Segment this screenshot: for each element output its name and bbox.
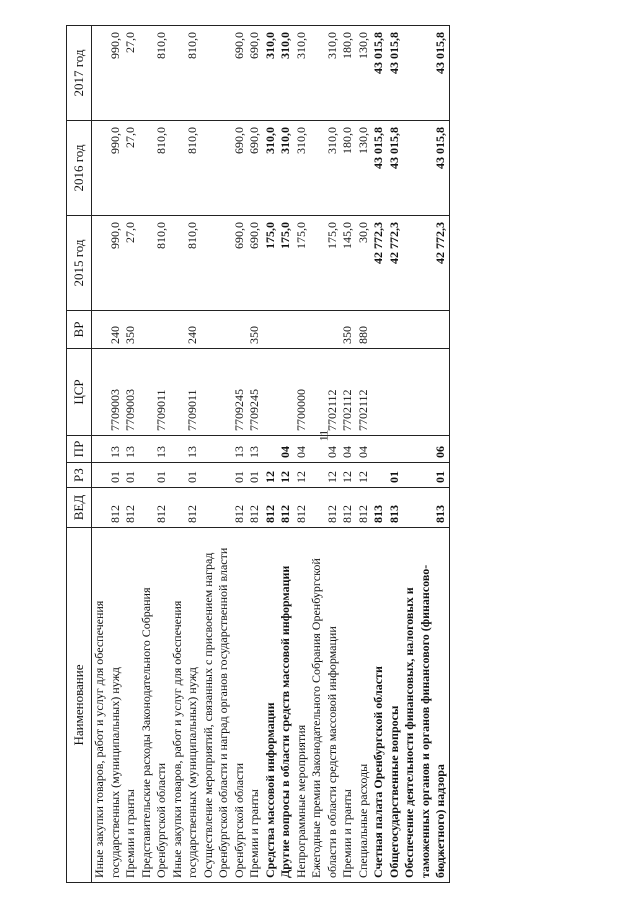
row-2017: 310,0 [309,26,340,121]
row-2017: 310,0 [278,26,294,121]
table-row [356,26,372,883]
row-rz: 01 [201,463,248,488]
row-csr: 7702112 [309,349,340,436]
row-vr [371,311,387,349]
row-csr: 7702112 [340,349,356,436]
row-2016: 810,0 [170,121,201,216]
row-2017: 690,0 [201,26,248,121]
row-vr: 350 [123,311,139,349]
page-number: 11 [316,429,331,442]
row-2016: 180,0 [340,121,356,216]
row-ved: 812 [201,488,248,528]
table-row [247,26,263,883]
row-name: Ежегодные премии Законодательного Собрания Оренбургской области в области средств массовой информации [309,528,340,883]
row-pr: 06 [402,436,449,463]
row-2015: 42 772,3 [387,216,403,311]
header-2017: 2017 год [67,26,92,121]
table-row [309,26,340,883]
row-rz: 01 [387,463,403,488]
row-vr [278,311,294,349]
row-ved: 812 [123,488,139,528]
row-ved: 813 [402,488,449,528]
header-ved: ВЕД [67,488,92,528]
row-2016: 43 015,8 [387,121,403,216]
row-pr: 04 [356,436,372,463]
row-pr: 13 [139,436,170,463]
row-csr [387,349,403,436]
row-pr: 13 [92,436,124,463]
row-vr: 880 [356,311,372,349]
row-vr [387,311,403,349]
row-rz: 12 [263,463,279,488]
row-csr: 7702112 [356,349,372,436]
row-rz: 01 [170,463,201,488]
row-csr: 7709245 [247,349,263,436]
row-vr: 240 [170,311,201,349]
row-rz: 01 [247,463,263,488]
row-2016: 690,0 [247,121,263,216]
row-ved: 813 [371,488,387,528]
row-name: Счетная палата Оренбургской области [371,528,387,883]
table-row [278,26,294,883]
row-pr: 04 [278,436,294,463]
budget-table [66,25,450,883]
row-2016: 310,0 [309,121,340,216]
table-row [201,26,248,883]
row-2016: 43 015,8 [371,121,387,216]
row-pr: 13 [247,436,263,463]
row-2015: 42 772,3 [371,216,387,311]
row-rz: 01 [123,463,139,488]
row-vr: 350 [340,311,356,349]
table-row [92,26,124,883]
row-2015: 810,0 [170,216,201,311]
row-rz: 12 [278,463,294,488]
row-2015: 690,0 [201,216,248,311]
row-name: Премии и гранты [123,528,139,883]
row-csr: 7700000 [294,349,310,436]
row-csr [371,349,387,436]
row-name: Средства массовой информации [263,528,279,883]
row-2015: 175,0 [309,216,340,311]
row-csr [402,349,449,436]
row-2015: 175,0 [263,216,279,311]
row-ved: 812 [92,488,124,528]
row-2017: 130,0 [356,26,372,121]
row-ved: 812 [309,488,340,528]
rotated-page [66,27,627,883]
row-vr [402,311,449,349]
header-rz: РЗ [67,463,92,488]
row-vr [294,311,310,349]
row-csr [278,349,294,436]
row-2016: 310,0 [278,121,294,216]
row-ved: 812 [139,488,170,528]
row-name: Премии и гранты [340,528,356,883]
row-2016: 130,0 [356,121,372,216]
table-row [340,26,356,883]
table-row [294,26,310,883]
row-csr: 7709245 [201,349,248,436]
row-rz: 12 [294,463,310,488]
row-2017: 310,0 [263,26,279,121]
row-name: Премии и гранты [247,528,263,883]
row-name: Специальные расходы [356,528,372,883]
table-row [123,26,139,883]
row-2015: 175,0 [294,216,310,311]
row-2017: 180,0 [340,26,356,121]
header-csr: ЦСР [67,349,92,436]
row-pr: 13 [170,436,201,463]
row-2016: 990,0 [92,121,124,216]
row-pr: 13 [123,436,139,463]
row-pr: 04 [340,436,356,463]
row-2017: 990,0 [92,26,124,121]
row-2017: 810,0 [139,26,170,121]
row-rz: 12 [340,463,356,488]
row-2016: 43 015,8 [402,121,449,216]
row-csr: 7709011 [170,349,201,436]
row-2016: 310,0 [263,121,279,216]
row-2016: 690,0 [201,121,248,216]
table-row [371,26,387,883]
row-rz: 01 [92,463,124,488]
row-ved: 812 [170,488,201,528]
header-vr: ВР [67,311,92,349]
row-rz: 01 [139,463,170,488]
row-rz: 12 [309,463,340,488]
row-name: Общегосударственные вопросы [387,528,403,883]
row-2016: 27,0 [123,121,139,216]
row-2016: 810,0 [139,121,170,216]
row-2017: 43 015,8 [387,26,403,121]
row-rz: 12 [356,463,372,488]
row-2015: 810,0 [139,216,170,311]
row-name: Другие вопросы в области средств массовой информации [278,528,294,883]
row-csr [263,349,279,436]
table-row [387,26,403,883]
row-ved: 812 [278,488,294,528]
row-name: Иные закупки товаров, работ и услуг для обеспечения государственных (муниципальных) нужд [170,528,201,883]
row-ved: 813 [387,488,403,528]
row-vr [309,311,340,349]
header-2016: 2016 год [67,121,92,216]
row-ved: 812 [263,488,279,528]
table-row [170,26,201,883]
table-body [92,26,450,883]
row-2016: 310,0 [294,121,310,216]
row-2015: 27,0 [123,216,139,311]
row-2017: 810,0 [170,26,201,121]
row-ved: 812 [247,488,263,528]
row-pr: 04 [294,436,310,463]
row-2015: 690,0 [247,216,263,311]
row-2015: 42 772,3 [402,216,449,311]
row-pr: 13 [201,436,248,463]
row-rz: 01 [402,463,449,488]
row-name: Представительские расходы Законодательного Собрания Оренбургской области [139,528,170,883]
row-pr: 04 [309,436,340,463]
row-csr: 7709003 [123,349,139,436]
row-rz [371,463,387,488]
row-pr [387,436,403,463]
row-ved: 812 [340,488,356,528]
header-pr: ПР [67,436,92,463]
row-2015: 145,0 [340,216,356,311]
row-vr: 240 [92,311,124,349]
header-2015: 2015 год [67,216,92,311]
row-2017: 43 015,8 [402,26,449,121]
table-row [263,26,279,883]
row-2015: 990,0 [92,216,124,311]
row-2015: 175,0 [278,216,294,311]
row-name: Иные закупки товаров, работ и услуг для обеспечения государственных (муниципальных) нужд [92,528,124,883]
table-row [139,26,170,883]
header-name: Наименование [67,528,92,883]
row-2015: 30,0 [356,216,372,311]
row-csr: 7709011 [139,349,170,436]
table-row [402,26,449,883]
row-vr [139,311,170,349]
row-2017: 27,0 [123,26,139,121]
row-vr: 350 [247,311,263,349]
row-ved: 812 [294,488,310,528]
row-csr: 7709003 [92,349,124,436]
row-vr [201,311,248,349]
row-2017: 310,0 [294,26,310,121]
row-pr [371,436,387,463]
row-ved: 812 [356,488,372,528]
table-header-row [67,26,92,883]
row-2017: 690,0 [247,26,263,121]
row-name: Осуществление мероприятий, связанных с присвоением наград Оренбургской области и наград органов государственной власти Оренбургской области [201,528,248,883]
row-name: Обеспечение деятельности финансовых, налоговых и таможенных органов и органов финансового (финансово-бюджетного) надзора [402,528,449,883]
row-pr [263,436,279,463]
row-name: Непрограммные мероприятия [294,528,310,883]
row-2017: 43 015,8 [371,26,387,121]
row-vr [263,311,279,349]
